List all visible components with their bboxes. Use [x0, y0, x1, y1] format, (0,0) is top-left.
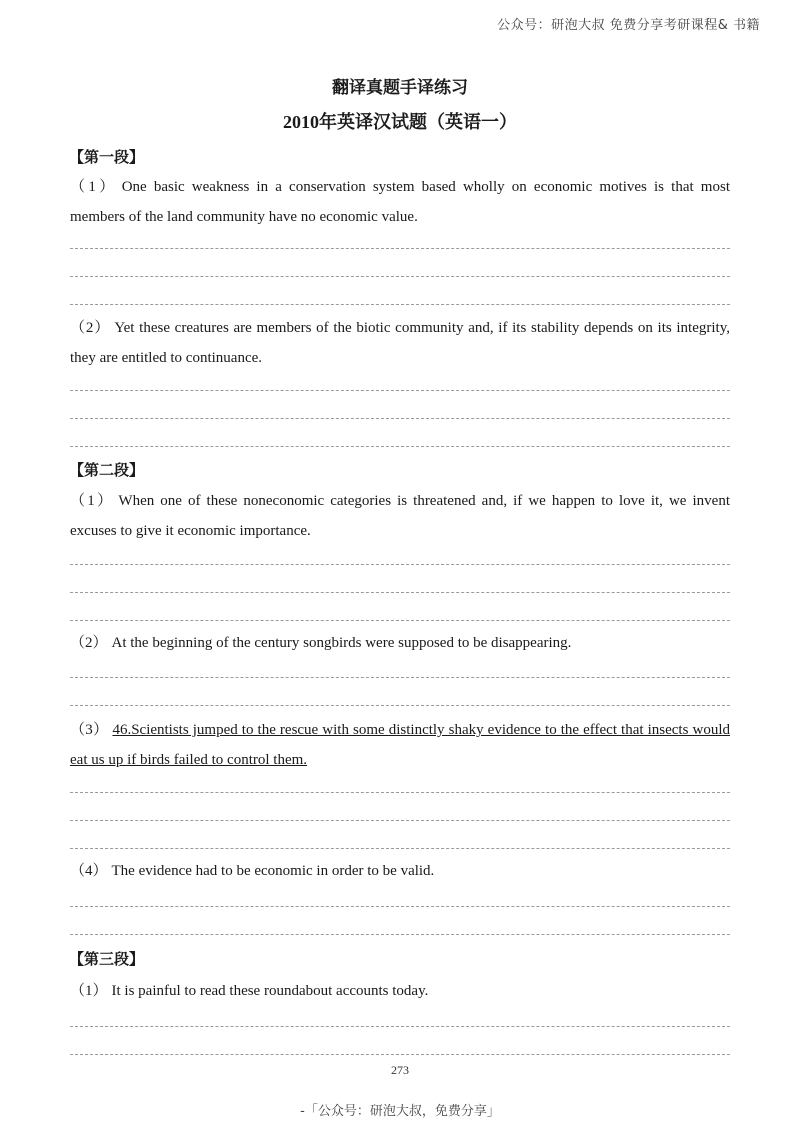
answer-line[interactable]: [70, 1026, 730, 1027]
header-watermark: 公众号：研泡大叔 免费分享考研课程& 书籍: [497, 18, 760, 33]
answer-line[interactable]: [70, 592, 730, 593]
section-heading-2: 【第二段】: [69, 461, 145, 479]
answer-line[interactable]: [70, 906, 730, 907]
sentence-number: （1）: [70, 493, 115, 509]
sentence-2-3: [70, 715, 730, 775]
page-subtitle: 2010年英译汉试题（英语一）: [283, 112, 517, 132]
answer-line[interactable]: [70, 620, 730, 621]
sentence-2-2: [70, 628, 730, 658]
sentence-1-2: [70, 313, 730, 373]
answer-line[interactable]: [70, 248, 730, 249]
sentence-2-1: [70, 486, 730, 546]
section-heading-3: 【第三段】: [69, 950, 145, 968]
sentence-text: The evidence had to be economic in order to be valid.: [111, 863, 435, 879]
sentence-3-1: [70, 976, 730, 1006]
sentence-text: Yet these creatures are members of the biotic community and, if its stability depends on its integrity, they are entitled to continuance.: [70, 320, 730, 366]
answer-line[interactable]: [70, 820, 730, 821]
sentence-number: （4）: [70, 863, 108, 879]
answer-line[interactable]: [70, 304, 730, 305]
answer-line[interactable]: [70, 276, 730, 277]
answer-line[interactable]: [70, 1054, 730, 1055]
answer-line[interactable]: [70, 390, 730, 391]
sentence-1-1: [70, 172, 730, 232]
sentence-text-underlined: 46.Scientists jumped to the rescue with some distinctly shaky evidence to the effect that insects would eat us up if birds failed to control them.: [70, 722, 730, 768]
answer-line[interactable]: [70, 446, 730, 447]
section-heading-1: 【第一段】: [69, 148, 145, 166]
answer-line[interactable]: [70, 792, 730, 793]
sentence-number: （2）: [70, 320, 111, 336]
answer-line[interactable]: [70, 848, 730, 849]
answer-line[interactable]: [70, 564, 730, 565]
sentence-text: It is painful to read these roundabout accounts today.: [111, 983, 429, 999]
page-title: 翻译真题手译练习: [332, 78, 468, 97]
page-number: 273: [391, 1063, 409, 1077]
sentence-number: （3）: [70, 722, 109, 738]
footer-watermark: -「公众号：研泡大叔，免费分享」: [300, 1104, 500, 1119]
sentence-text: At the beginning of the century songbirds were supposed to be disappearing.: [111, 635, 572, 651]
sentence-number: （1）: [70, 983, 108, 999]
answer-line[interactable]: [70, 418, 730, 419]
sentence-text: When one of these noneconomic categories is threatened and, if we happen to love it, we invent excuses to give it economic importance.: [70, 493, 730, 539]
answer-line[interactable]: [70, 677, 730, 678]
sentence-2-4: [70, 856, 730, 886]
sentence-text: One basic weakness in a conservation system based wholly on economic motives is that most members of the land community have no economic value.: [70, 179, 730, 225]
sentence-number: （1）: [70, 179, 118, 195]
answer-line[interactable]: [70, 705, 730, 706]
sentence-number: （2）: [70, 635, 108, 651]
answer-line[interactable]: [70, 934, 730, 935]
